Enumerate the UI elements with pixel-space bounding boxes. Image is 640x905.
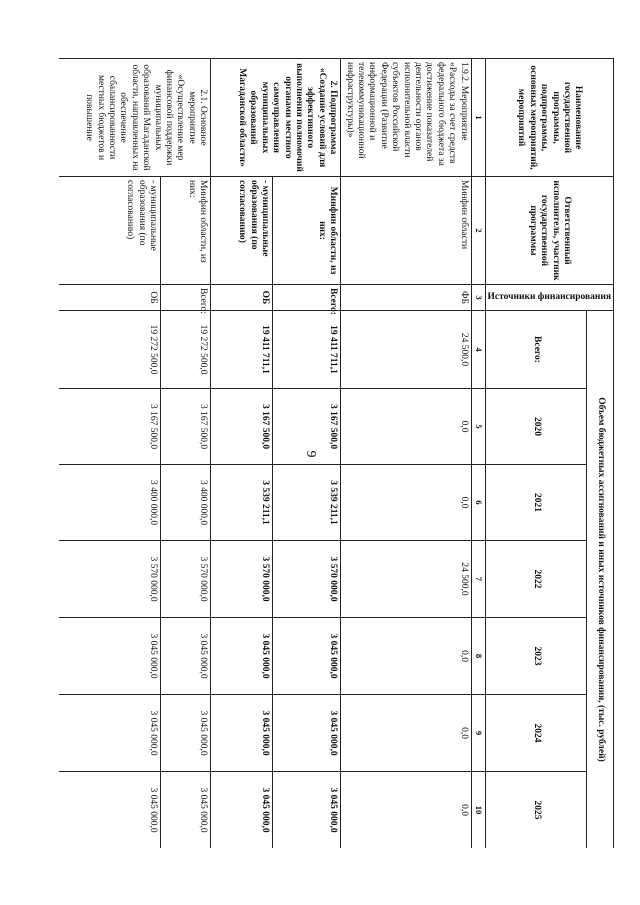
row-value: 3 045 000,0 xyxy=(161,695,211,772)
table-row xyxy=(211,59,273,849)
row-value: 3 045 000,0 xyxy=(211,695,273,772)
row-executor: - муниципальные образования (по согласованию) xyxy=(59,177,161,285)
row-value: 0,0 xyxy=(341,772,471,849)
row-value: 3 045 000,0 xyxy=(59,695,161,772)
header-name: Наименование государственной программы, подпрограммы, основных мероприятий, мероприятий xyxy=(485,59,613,177)
header-executor: Ответственный исполнитель, участник государственной программы xyxy=(485,177,613,285)
row-value: 3 045 000,0 xyxy=(161,618,211,695)
column-number-row xyxy=(471,59,485,849)
col-number: 8 xyxy=(471,618,485,695)
table-row xyxy=(341,59,471,849)
row-source: ФБ xyxy=(341,285,471,311)
row-source: ОБ xyxy=(211,285,273,311)
table-row xyxy=(161,59,211,849)
table-row xyxy=(59,59,161,849)
header-year-2023: 2023 xyxy=(485,618,587,695)
row-value: 24 500,0 xyxy=(341,541,471,618)
col-number: 9 xyxy=(471,695,485,772)
row-name: 2. Подпрограмма «Создание условий для эффективного выполнения полномочий органами местного самоуправления муниципальных образований Магаданской области» xyxy=(211,59,341,177)
row-value: 19 411 711,1 xyxy=(273,311,341,389)
col-number: 1 xyxy=(471,59,485,177)
row-source: Всего: xyxy=(273,285,341,311)
budget-table xyxy=(59,58,614,848)
row-executor: Минфин области xyxy=(341,177,471,285)
row-value: 3 570 000,0 xyxy=(211,541,273,618)
row-value: 3 570 000,0 xyxy=(59,541,161,618)
row-value: 3 045 000,0 xyxy=(273,695,341,772)
row-value: 0,0 xyxy=(341,465,471,541)
row-value: 3 167 500,0 xyxy=(59,389,161,465)
col-number: 6 xyxy=(471,465,485,541)
row-value: 3 045 000,0 xyxy=(273,772,341,849)
row-value: 24 500,0 xyxy=(341,311,471,389)
col-number: 7 xyxy=(471,541,485,618)
row-value: 3 167 500,0 xyxy=(161,389,211,465)
row-value: 3 539 211,1 xyxy=(211,465,273,541)
header-total: Всего: xyxy=(485,311,587,389)
header-year-2020: 2020 xyxy=(485,389,587,465)
header-year-2025: 2025 xyxy=(485,772,587,849)
row-value: 3 570 000,0 xyxy=(273,541,341,618)
row-name: 2.1. Основное мероприятие «Осуществление мер финансовой поддержки муниципальных образований Магаданской области, направленных на обеспечение сбалансированности местных бюджетов и повышение xyxy=(59,59,211,177)
row-executor: Минфин области, из них: xyxy=(161,177,211,285)
row-value: 3 045 000,0 xyxy=(273,618,341,695)
row-value: 3 167 500,0 xyxy=(273,389,341,465)
row-source: Всего: xyxy=(161,285,211,311)
row-name: 1.9.2. Мероприятие «Расходы за счет средств федерального бюджета за достижение показателей деятельности органов исполнительной власти субъектов Российской Федерации (Развитие информационной и телекоммуникационной инфраструктуры)» xyxy=(341,59,471,177)
header-funding: Объем бюджетных ассигнований и иных источников финансирования, (тыс. рублей) xyxy=(587,311,614,849)
row-value: 3 045 000,0 xyxy=(161,772,211,849)
row-value: 3 400 000,0 xyxy=(161,465,211,541)
row-value: 3 045 000,0 xyxy=(211,618,273,695)
header-source: Источники финансирования xyxy=(485,285,613,311)
header-year-2021: 2021 xyxy=(485,465,587,541)
row-value: 3 167 500,0 xyxy=(211,389,273,465)
header-year-2024: 2024 xyxy=(485,695,587,772)
row-source: ОБ xyxy=(59,285,161,311)
row-executor: Минфин области, из них: xyxy=(273,177,341,285)
header-row-1 xyxy=(587,59,614,849)
row-value: 19 411 711,1 xyxy=(211,311,273,389)
row-value: 19 272 500,0 xyxy=(59,311,161,389)
row-value: 3 570 000,0 xyxy=(161,541,211,618)
row-value: 3 400 000,0 xyxy=(59,465,161,541)
row-value: 0,0 xyxy=(341,695,471,772)
row-value: 3 045 000,0 xyxy=(211,772,273,849)
col-number: 10 xyxy=(471,772,485,849)
page-number: 9 xyxy=(303,450,318,458)
row-value: 0,0 xyxy=(341,389,471,465)
table-row xyxy=(273,59,341,849)
col-number: 4 xyxy=(471,311,485,389)
col-number: 3 xyxy=(471,285,485,311)
row-value: 3 045 000,0 xyxy=(59,772,161,849)
row-value: 3 539 211,1 xyxy=(273,465,341,541)
row-value: 19 272 500,0 xyxy=(161,311,211,389)
budget-table-sheet xyxy=(59,58,614,848)
row-executor: - муниципальные образования (по согласованию) xyxy=(211,177,273,285)
header-year-2022: 2022 xyxy=(485,541,587,618)
row-value: 0,0 xyxy=(341,618,471,695)
col-number: 5 xyxy=(471,389,485,465)
col-number: 2 xyxy=(471,177,485,285)
row-value: 3 045 000,0 xyxy=(59,618,161,695)
